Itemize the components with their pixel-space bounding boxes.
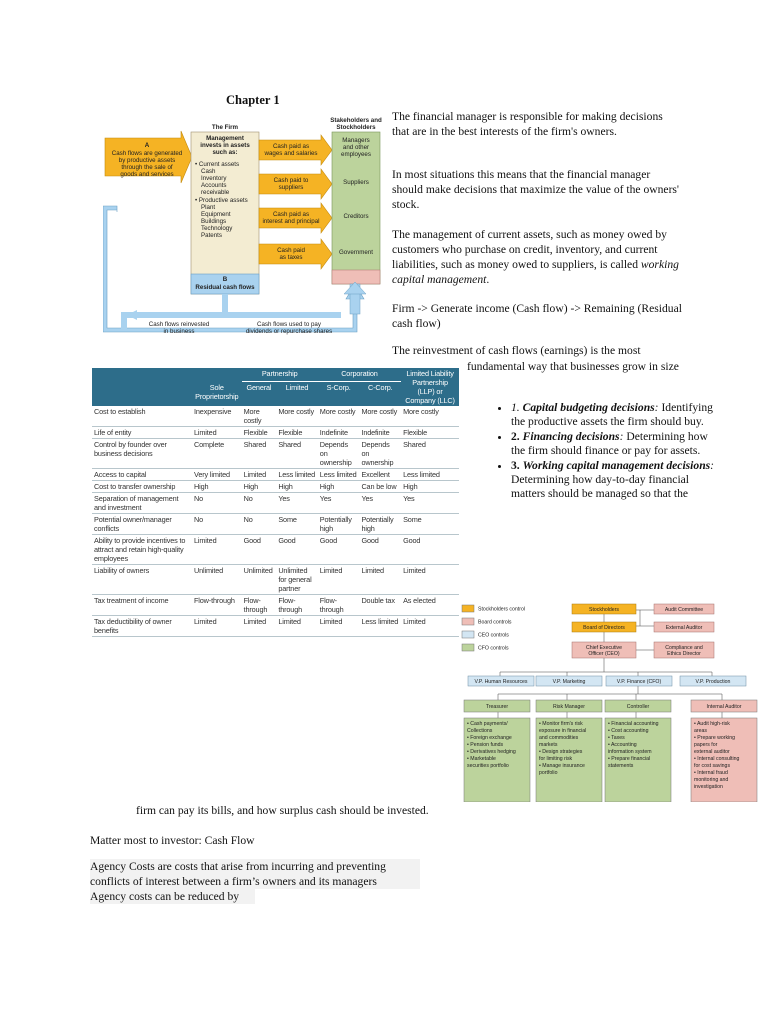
table-cell: Flow-through xyxy=(318,595,360,616)
table-cell: Good xyxy=(242,535,277,565)
table-cell: Tax treatment of income xyxy=(92,595,192,616)
table-header-row xyxy=(92,368,459,382)
table-cell: Partnership xyxy=(242,368,318,382)
legend-label: Stockholders control xyxy=(478,606,525,613)
table-cell: Limited xyxy=(192,535,242,565)
task-item: papers for xyxy=(694,742,718,748)
table-row xyxy=(92,514,459,535)
productive-asset-item: Buildings xyxy=(201,218,227,225)
para-reinvestment-rest: fundamental way that businesses grow in size xyxy=(467,360,679,373)
table-cell: Good xyxy=(318,535,360,565)
finance-role-label: Internal Auditor xyxy=(706,704,742,710)
firm-title: The Firm xyxy=(211,124,239,131)
table-cell: More costly xyxy=(401,406,459,427)
table-row xyxy=(92,469,459,481)
task-item: markets xyxy=(539,742,558,748)
a-label: A xyxy=(144,142,150,149)
task-item: areas xyxy=(694,728,707,734)
table-cell: Flexible xyxy=(276,427,317,439)
org-chart-figure xyxy=(460,602,766,802)
b-text: Residual cash flows xyxy=(195,284,255,291)
table-cell: Some xyxy=(401,514,459,535)
dividends-label: Cash flows used to pay xyxy=(257,321,321,328)
task-item: • Pension funds xyxy=(467,742,504,748)
task-item: for cost savings xyxy=(694,763,731,769)
para-cash-flow-chain: Firm -> Generate income (Cash flow) -> Remaining (Residual cash flow) xyxy=(392,302,682,330)
table-row xyxy=(92,427,459,439)
para-reinvestment-line1: The reinvestment of cash flows (earnings) is the most xyxy=(392,344,641,357)
current-asset-item: receivable xyxy=(201,189,230,196)
stakeholder-label: Managers xyxy=(342,137,370,144)
vp-label: V.P. Human Resources xyxy=(474,679,528,685)
table-cell: High xyxy=(242,481,277,493)
table-cell: Limited Liability Partnership (LLP) or Company (LLC) xyxy=(401,368,459,406)
table-cell: Potentially high xyxy=(318,514,360,535)
management-title: Management xyxy=(206,135,244,142)
table-cell: Unlimited for general partner xyxy=(276,565,317,595)
table-cell: High xyxy=(318,481,360,493)
table-cell: Limited xyxy=(318,616,360,637)
stakeholder-label: Government xyxy=(338,249,374,256)
legend-swatch xyxy=(462,631,474,638)
audit-committee-label: Audit Committee xyxy=(664,607,704,613)
table-cell: Limited xyxy=(192,427,242,439)
table-cell: Control by founder over business decisions xyxy=(92,439,192,469)
stakeholder-label: Creditors xyxy=(343,213,369,220)
task-item: Collections xyxy=(467,728,493,734)
productive-asset-item: Patents xyxy=(201,232,222,239)
task-item: and commodities xyxy=(539,735,579,741)
task-item: • Taxes xyxy=(608,735,625,741)
task-item: • Marketable xyxy=(467,756,496,762)
table-cell: Double tax xyxy=(359,595,401,616)
table-cell: Flexible xyxy=(401,427,459,439)
para-responsibility: The financial manager is responsible for making decisions that are in the best interests of the firm's owners. xyxy=(392,110,663,138)
b-label: B xyxy=(222,276,228,283)
legend-swatch xyxy=(462,644,474,651)
task-item: investigation xyxy=(694,784,723,790)
productive-asset-item: Plant xyxy=(201,204,216,211)
table-cell: Complete xyxy=(192,439,242,469)
table-cell: More costly xyxy=(242,406,277,427)
table-cell: Flow-through xyxy=(192,595,242,616)
table-cell: Depends on ownership xyxy=(318,439,360,469)
table-cell: Less limited xyxy=(401,469,459,481)
productive-assets-heading: • Productive assets xyxy=(195,197,248,204)
table-cell: Limited xyxy=(318,565,360,595)
task-item: securities portfolio xyxy=(467,763,509,769)
task-item: • Cash payments/ xyxy=(467,721,508,727)
list-item: • 2. Financing decisions: Determining how the firm should finance or pay for assets. xyxy=(511,430,721,459)
para-continuation: firm can pay its bills, and how surplus cash should be invested. xyxy=(136,804,429,817)
table-cell: Corporation xyxy=(318,368,401,382)
cash-flow-figure xyxy=(103,114,385,344)
table-cell: Limited xyxy=(242,469,277,481)
ceo-label: Officer (CEO) xyxy=(588,651,620,657)
task-item: • Cost accounting xyxy=(608,728,649,734)
finance-role-label: Risk Manager xyxy=(552,704,586,710)
legend-label: Board controls xyxy=(478,619,512,626)
compliance-label: Ethics Director xyxy=(667,651,701,657)
table-cell: High xyxy=(401,481,459,493)
table-cell: Flow-through xyxy=(242,595,277,616)
table-cell: Yes xyxy=(276,493,317,514)
table-cell: Potentially high xyxy=(359,514,401,535)
para-agency-reduced: Agency costs can be reduced by xyxy=(90,889,255,904)
a-text-line: through the sale of xyxy=(121,164,173,171)
table-cell: Flexible xyxy=(242,427,277,439)
table-cell: High xyxy=(276,481,317,493)
vp-label: V.P. Production xyxy=(695,679,731,685)
table-cell: Shared xyxy=(242,439,277,469)
table-cell: Limited xyxy=(401,616,459,637)
cash-paid-label: Cash paid xyxy=(277,247,305,254)
table-cell: Ability to provide incentives to attract and retain high-quality employees xyxy=(92,535,192,565)
vp-label: V.P. Finance (CFO) xyxy=(616,679,662,685)
table-cell: Cost to establish xyxy=(92,406,192,427)
finance-role-label: Controller xyxy=(626,704,650,710)
reinvest-label: Cash flows reinvested xyxy=(148,321,210,328)
table-cell: Less limited xyxy=(318,469,360,481)
table-cell: Potential owner/manager conflicts xyxy=(92,514,192,535)
a-text-line: Cash flows are generated xyxy=(111,150,183,157)
table-cell: Indefinite xyxy=(318,427,360,439)
table-cell: Shared xyxy=(276,439,317,469)
table-cell: Cost to transfer ownership xyxy=(92,481,192,493)
cash-paid-label: Cash paid as xyxy=(272,143,310,150)
task-item: external auditor xyxy=(694,749,730,755)
stakeholder-label: and other xyxy=(342,144,370,151)
task-item: monitoring and xyxy=(694,777,729,783)
stockholders-label: Stockholders xyxy=(589,607,619,613)
table-cell: No xyxy=(192,514,242,535)
cash-paid-label: wages and salaries xyxy=(264,150,318,157)
list-item: • 3. Working capital management decisions: Determining how day-to-day financial matters should be managed so that the xyxy=(511,459,721,502)
stakeholders-title-1: Stakeholders and xyxy=(330,117,382,124)
table-row xyxy=(92,616,459,637)
task-item: • Derivatives hedging xyxy=(467,749,516,755)
current-asset-item: Cash xyxy=(201,168,216,175)
table-cell: Good xyxy=(359,535,401,565)
para-agency-costs: Agency Costs are costs that arise from incurring and preventing conflicts of interest between a firm’s owners and its managers xyxy=(90,859,420,889)
task-item: • Internal fraud xyxy=(694,770,728,776)
table-row xyxy=(92,439,459,469)
cash-paid-label: suppliers xyxy=(278,184,304,191)
table-cell: Less limited xyxy=(359,616,401,637)
legend-swatch xyxy=(462,618,474,625)
task-item: • Internal consulting xyxy=(694,756,740,762)
table-cell: Some xyxy=(276,514,317,535)
management-title: such as: xyxy=(212,149,238,156)
table-cell: Unlimited xyxy=(242,565,277,595)
table-cell: Limited xyxy=(276,382,317,406)
cash-paid-label: interest and principal xyxy=(262,218,320,225)
chapter-title: Chapter 1 xyxy=(226,93,280,107)
reinvest-label: in business xyxy=(163,328,195,335)
task-item: • Audit high-risk xyxy=(694,721,730,727)
stakeholders-title-2: Stockholders xyxy=(336,124,376,131)
table-cell: Access to capital xyxy=(92,469,192,481)
task-item: • Prepare working xyxy=(694,735,736,741)
table-cell xyxy=(192,368,242,382)
table-row xyxy=(92,535,459,565)
dividends-label: dividends or repurchase shares xyxy=(245,328,333,335)
table-cell: Flow-through xyxy=(276,595,317,616)
table-cell: Sole Proprietorship xyxy=(192,382,242,406)
para-working-capital: The management of current assets, such as money owed by customers who purchase on credit, inventory, and current liabilities, such as money owed to suppliers, is called working capital management. xyxy=(392,228,679,286)
table-cell: Very limited xyxy=(192,469,242,481)
task-item: portfolio xyxy=(539,770,558,776)
table-cell: More costly xyxy=(359,406,401,427)
table-cell: Yes xyxy=(318,493,360,514)
table-cell: C-Corp. xyxy=(359,382,401,406)
table-cell: Separation of management and investment xyxy=(92,493,192,514)
table-row xyxy=(92,565,459,595)
legend-swatch xyxy=(462,605,474,612)
table-cell: More costly xyxy=(276,406,317,427)
task-item: for limiting risk xyxy=(539,756,573,762)
current-asset-item: Accounts xyxy=(201,182,227,189)
compliance-label: Compliance and xyxy=(665,645,703,651)
table-cell: No xyxy=(242,514,277,535)
table-cell: Yes xyxy=(401,493,459,514)
productive-asset-item: Technology xyxy=(201,225,233,232)
table-cell: Depends on ownership xyxy=(359,439,401,469)
table-cell: Good xyxy=(401,535,459,565)
task-item: information system xyxy=(608,749,652,755)
table-cell: General xyxy=(242,382,277,406)
stakeholder-label: Suppliers xyxy=(343,179,369,186)
vp-label: V.P. Marketing xyxy=(552,679,586,685)
table-cell xyxy=(92,382,192,406)
table-cell: Limited xyxy=(192,616,242,637)
table-cell: As elected xyxy=(401,595,459,616)
finance-role-label: Treasurer xyxy=(485,704,509,710)
table-cell: Limited xyxy=(276,616,317,637)
table-cell: High xyxy=(192,481,242,493)
table-cell: Life of entity xyxy=(92,427,192,439)
table-cell: Indefinite xyxy=(359,427,401,439)
task-item: statements xyxy=(608,763,634,769)
current-assets-heading: • Current assets xyxy=(195,161,240,168)
para-investor-cash-flow: Matter most to investor: Cash Flow xyxy=(90,834,255,847)
external-auditor-label: External Auditor xyxy=(665,625,703,631)
cash-paid-label: Cash paid as xyxy=(272,211,310,218)
table-cell xyxy=(92,368,192,382)
legend-label: CEO controls xyxy=(478,632,509,639)
table-cell: Unlimited xyxy=(192,565,242,595)
table-cell: Excellent xyxy=(359,469,401,481)
table-row xyxy=(92,406,459,427)
table-cell: No xyxy=(192,493,242,514)
task-item: • Foreign exchange xyxy=(467,735,512,741)
table-cell: Shared xyxy=(401,439,459,469)
table-cell: Yes xyxy=(359,493,401,514)
table-cell: Less limited xyxy=(276,469,317,481)
table-cell: Limited xyxy=(359,565,401,595)
table-cell: S-Corp. xyxy=(318,382,360,406)
task-item: • Monitor firm's risk xyxy=(539,721,583,727)
task-item: • Design strategies xyxy=(539,749,583,755)
para-maximize-value: In most situations this means that the financial manager should make decisions that maximize the value of the owners' stock. xyxy=(392,168,680,211)
table-cell: Inexpensive xyxy=(192,406,242,427)
legend-label: CFO controls xyxy=(478,645,509,652)
list-item: • 1. Capital budgeting decisions: Identifying the productive assets the firm should buy. xyxy=(511,401,721,430)
table-cell: Good xyxy=(276,535,317,565)
table-cell: More costly xyxy=(318,406,360,427)
table-cell: Limited xyxy=(242,616,277,637)
business-organization-table xyxy=(92,368,459,637)
stockholders-box xyxy=(332,270,380,284)
cash-paid-label: Cash paid to xyxy=(273,177,309,184)
table-row xyxy=(92,493,459,514)
a-text-line: goods and services xyxy=(120,171,174,178)
task-item: • Prepare financial xyxy=(608,756,651,762)
table-row xyxy=(92,595,459,616)
a-text-line: by productive assets xyxy=(118,157,176,164)
table-cell: Liability of owners xyxy=(92,565,192,595)
ceo-label: Chief Executive xyxy=(585,645,623,651)
productive-asset-item: Equipment xyxy=(201,211,231,218)
management-title: invests in assets xyxy=(200,142,250,149)
table-cell: Tax deductibility of owner benefits xyxy=(92,616,192,637)
current-asset-item: Inventory xyxy=(201,175,227,182)
board-label: Board of Directors xyxy=(583,625,625,631)
table-cell: Limited xyxy=(401,565,459,595)
task-item: • Financial accounting xyxy=(608,721,659,727)
cash-paid-label: as taxes xyxy=(279,254,303,261)
table-cell: No xyxy=(242,493,277,514)
task-item: • Manage insurance xyxy=(539,763,585,769)
table-cell: Can be low xyxy=(359,481,401,493)
task-item: • Accounting xyxy=(608,742,637,748)
stakeholder-label: employees xyxy=(341,151,371,158)
task-item: exposure in financial xyxy=(539,728,587,734)
table-row xyxy=(92,481,459,493)
financial-decisions-list xyxy=(475,401,721,502)
